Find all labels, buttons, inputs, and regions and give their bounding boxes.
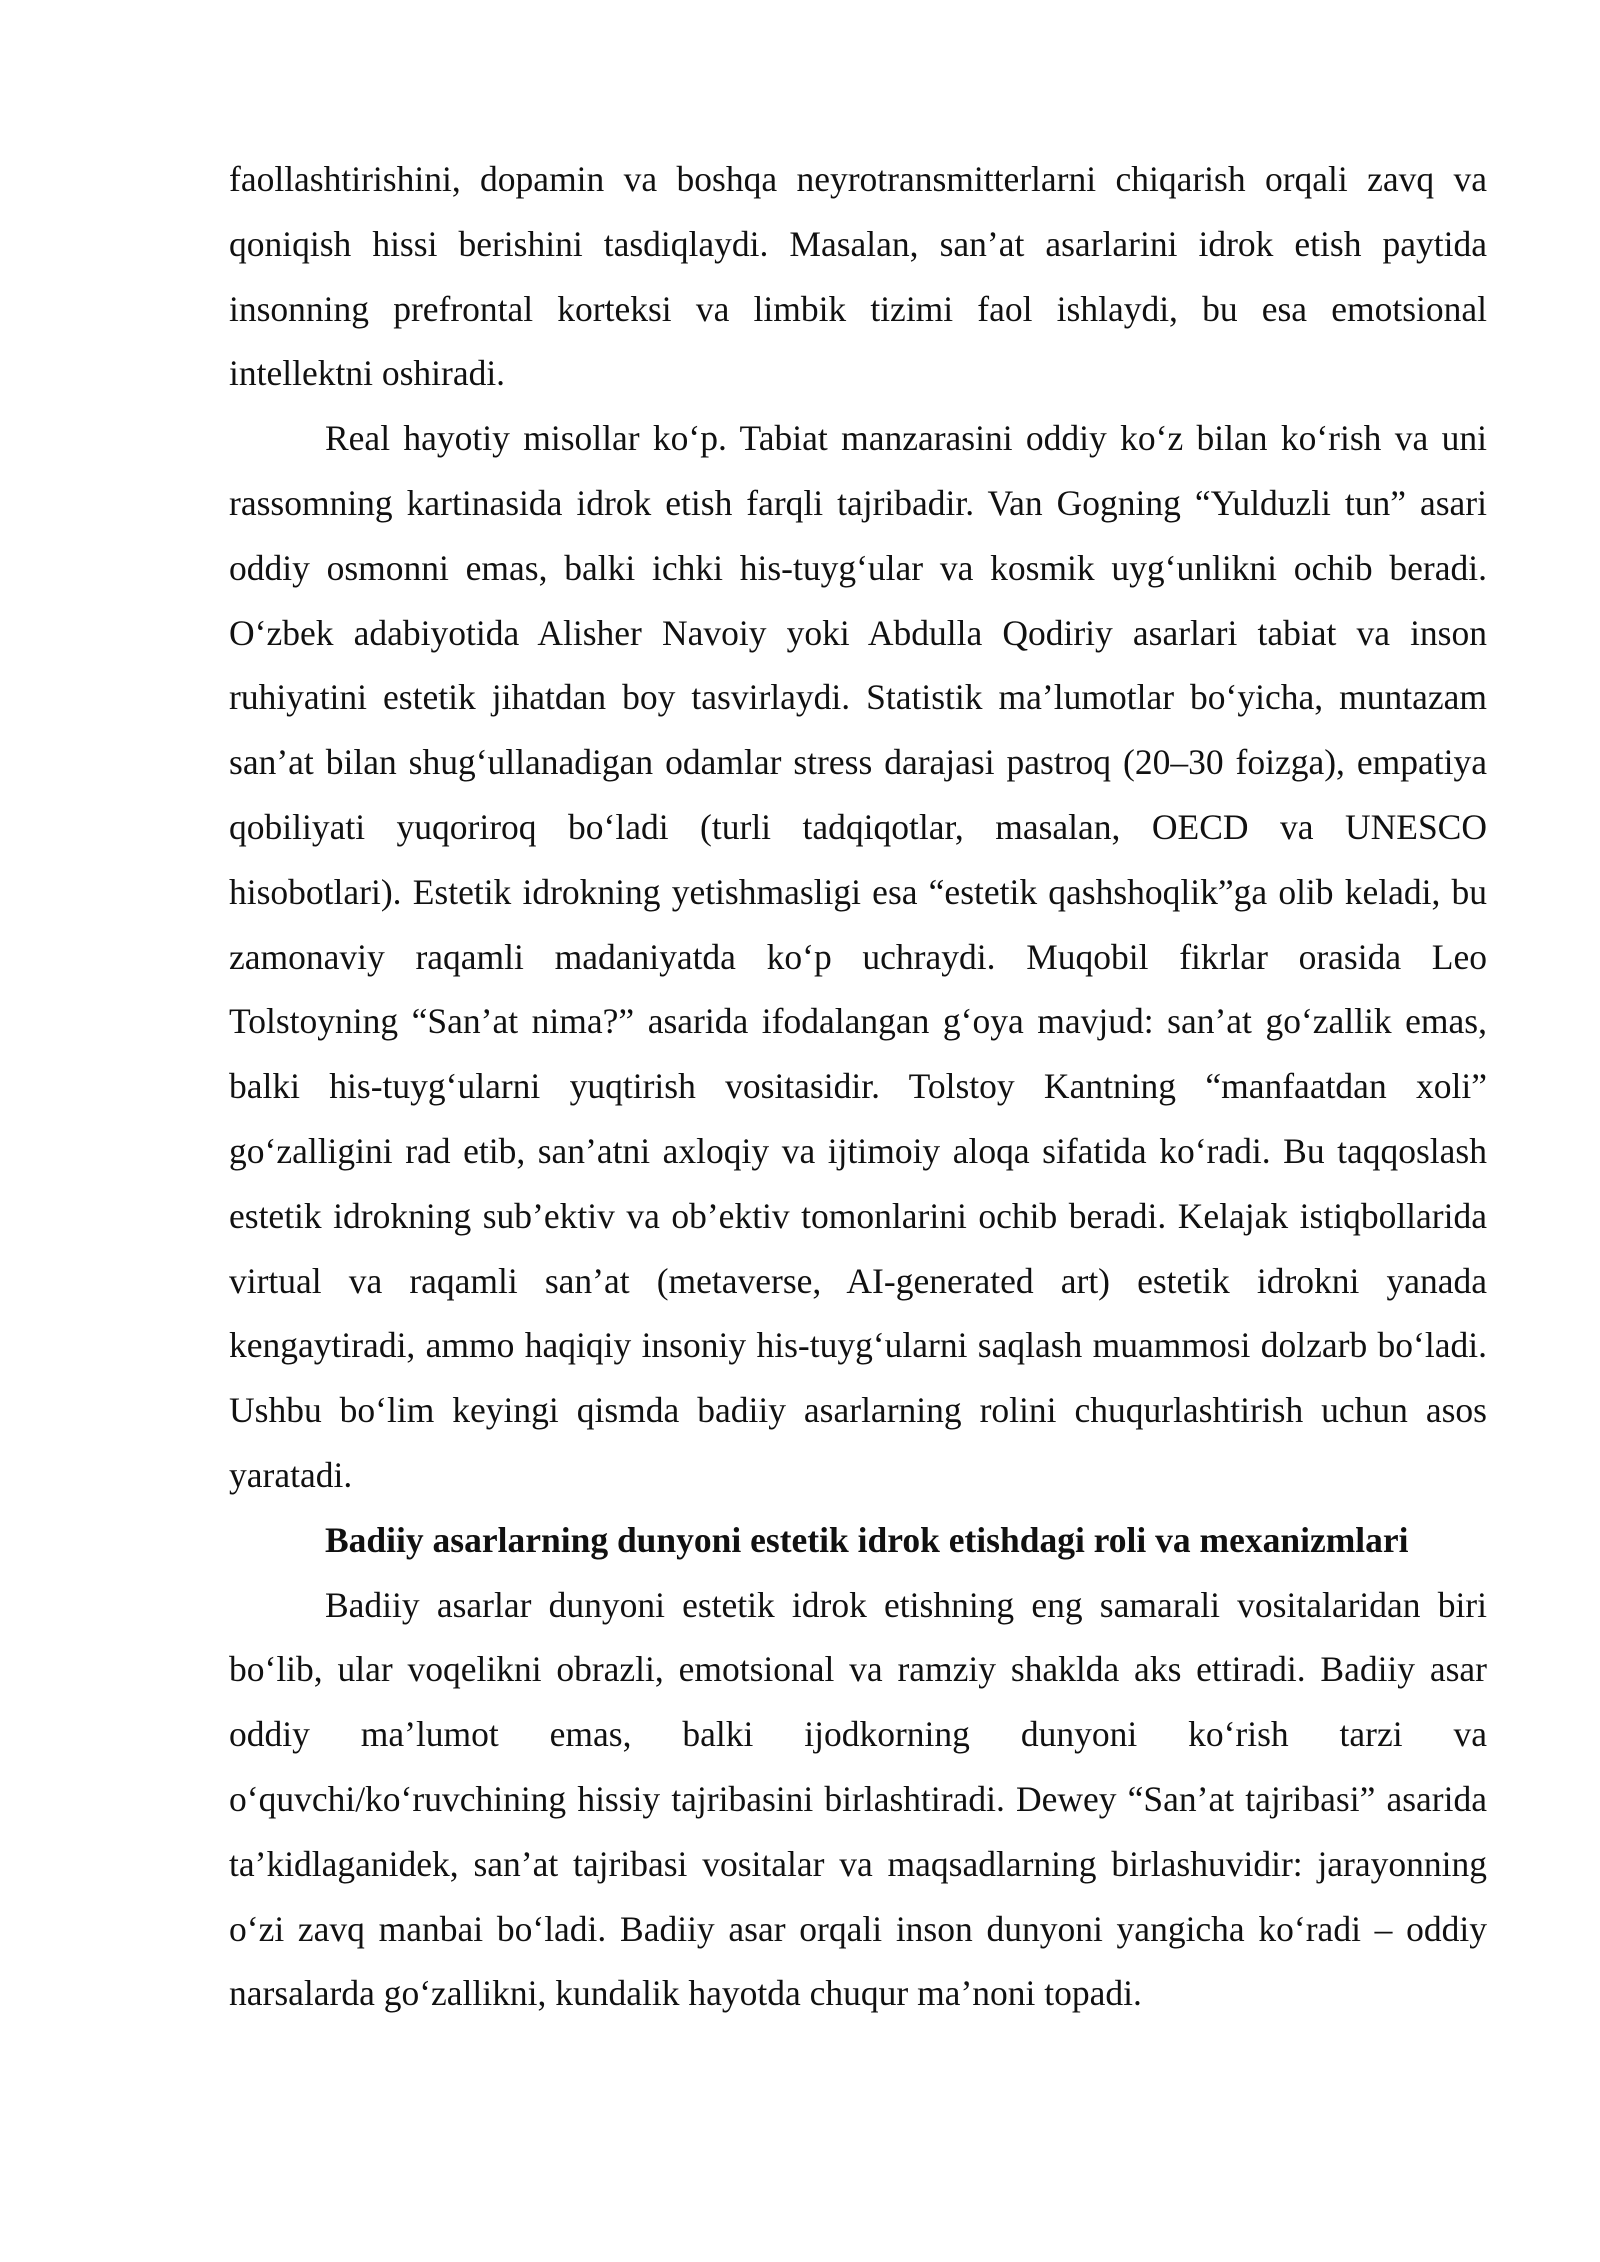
document-page xyxy=(229,147,1487,2026)
paragraph-continuation: faollashtirishini, dopamin va boshqa neyrotransmitterlarni chiqarish orqali zavq va qoniqish hissi berishini tasdiqlaydi. Masalan, san’at asarlarini idrok etish paytida insonning prefrontal korteksi va limbik tizimi faol ishlaydi, bu esa emotsional intellektni oshiradi. xyxy=(229,159,1487,394)
paragraph-real-life-examples: Real hayotiy misollar ko‘p. Tabiat manzarasini oddiy ko‘z bilan ko‘rish va uni rassomning kartinasida idrok etish farqli tajribadir. Van Gogning “Yulduzli tun” asari oddiy osmonni emas, balki ichki his-tuyg‘ular va kosmik uyg‘unlikni ochib beradi. O‘zbek adabiyotida Alisher Navoiy yoki Abdulla Qodiriy asarlari tabiat va inson ruhiyatini estetik jihatdan boy tasvirlaydi. Statistik ma’lumotlar bo‘yicha, muntazam san’at bilan shug‘ullanadigan odamlar stress darajasi pastroq (20–30 foizga), empatiya qobiliyati yuqoriroq bo‘ladi (turli tadqiqotlar, masalan, OECD va UNESCO hisobotlari). Estetik idrokning yetishmasligi esa “estetik qashshoqlik”ga olib keladi, bu zamonaviy raqamli madaniyatda ko‘p uchraydi. Muqobil fikrlar orasida Leo Tolstoyning “San’at nima?” asarida ifodalangan g‘oya mavjud: san’at go‘zallik emas, balki his-tuyg‘ularni yuqtirish vositasidir. Tolstoy Kantning “manfaatdan xoli” go‘zalligini rad etib, san’atni axloqiy va ijtimoiy aloqa sifatida ko‘radi. Bu taqqoslash estetik idrokning sub’ektiv va ob’ektiv tomonlarini ochib beradi. Kelajak istiqbollarida virtual va raqamli san’at (metaverse, AI-generated art) estetik idrokni yanada kengaytiradi, ammo haqiqiy insoniy his-tuyg‘ularni saqlash muammosi dolzarb bo‘ladi. Ushbu bo‘lim keyingi qismda badiiy asarlarning rolini chuqurlashtirish uchun asos yaratadi. xyxy=(229,418,1487,1495)
paragraph-artworks-role: Badiiy asarlar dunyoni estetik idrok etishning eng samarali vositalaridan biri bo‘lib, ular voqelikni obrazli, emotsional va ramziy shaklda aks ettiradi. Badiiy asar oddiy ma’lumot emas, balki ijodkorning dunyoni ko‘rish tarzi va o‘quvchi/ko‘ruvchining hissiy tajribasini birlashtiradi. Dewey “San’at tajribasi” asarida ta’kidlaganidek, san’at tajribasi vositalar va maqsadlarning birlashuvidir: jarayonning o‘zi zavq manbai bo‘ladi. Badiiy asar orqali inson dunyoni yangicha ko‘radi – oddiy narsalarda go‘zallikni, kundalik hayotda chuqur ma’noni topadi. xyxy=(229,1584,1487,2014)
section-heading: Badiiy asarlarning dunyoni estetik idrok etishdagi roli va mexanizmlari xyxy=(325,1519,1409,1560)
